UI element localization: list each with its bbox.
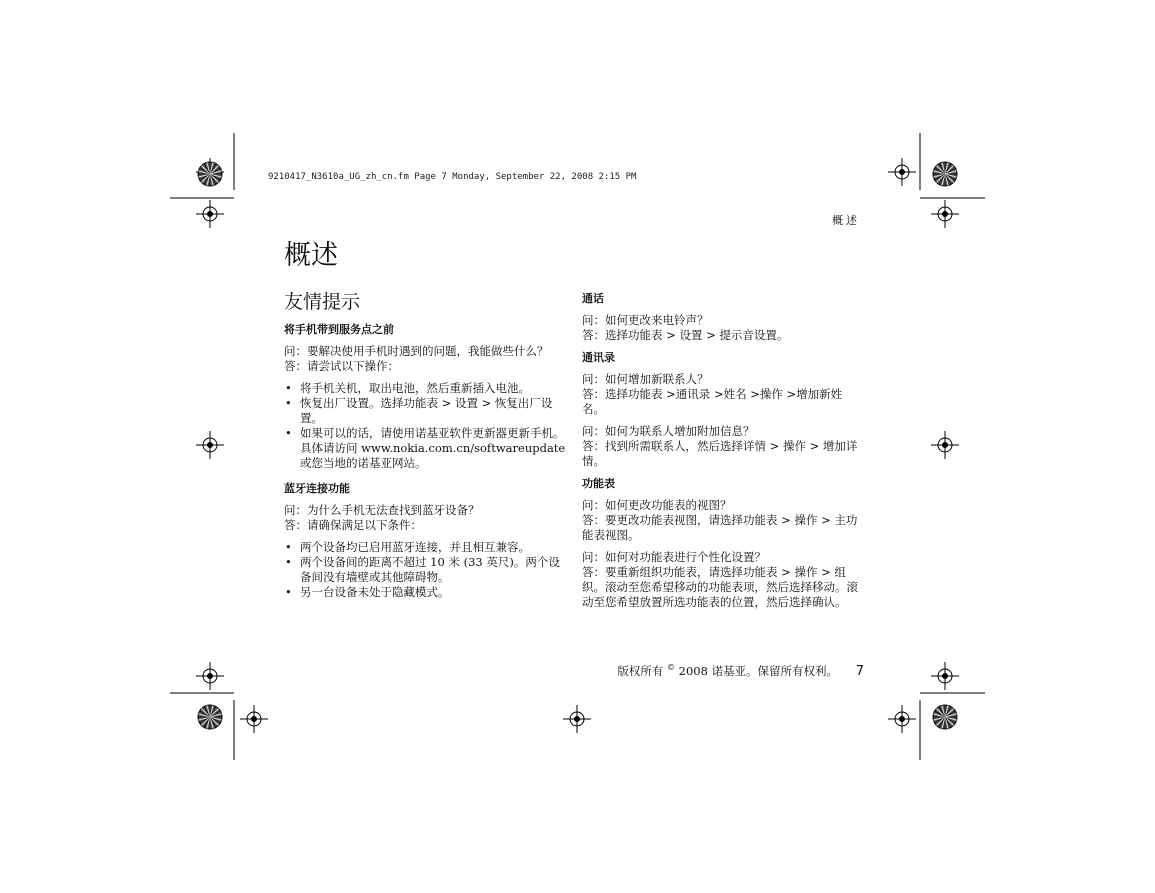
qa-menu-view xyxy=(582,498,864,543)
copyright-symbol: © xyxy=(666,663,675,673)
question: 问：要解决使用手机时遇到的问题，我能做些什么？ xyxy=(284,344,549,358)
crosshair-mark xyxy=(563,705,591,733)
menu-path: 功能表 >通讯录 >姓名 >操作 >增加新姓名 xyxy=(582,387,843,416)
topic-title-bluetooth: 蓝牙连接功能 xyxy=(284,482,350,495)
answer: 答：找到所需联系人，然后选择详情 > 操作 > 增加详情。 xyxy=(582,439,858,468)
answer: 答：选择功能表 >通讯录 >姓名 >操作 >增加新姓名。 xyxy=(582,387,843,416)
question: 问：如何更改功能表的视图？ xyxy=(582,498,732,512)
menu-path: 详情 > 操作 > 增加详情 xyxy=(582,439,858,468)
menu-path: 确认 xyxy=(812,595,835,609)
topic-title-service: 将手机带到服务点之前 xyxy=(284,323,394,336)
qa-service xyxy=(284,344,566,374)
starburst-mark xyxy=(198,705,222,729)
right-column xyxy=(582,291,864,617)
print-header: 9210417_N3610a_UG_zh_cn.fm Page 7 Monday, September 22, 2008 2:15 PM xyxy=(268,172,637,182)
list-item: • 另一台设备未处于隐藏模式。 xyxy=(284,585,566,600)
copyright-text: 2008 诺基亚。保留所有权利。 xyxy=(678,664,839,678)
menu-path: 功能表 > 操作 > 主功能表视图 xyxy=(582,513,858,542)
crosshair-mark xyxy=(931,662,959,690)
bullet-list-bluetooth xyxy=(284,540,566,600)
running-head: 概述 xyxy=(832,214,860,227)
left-column xyxy=(284,290,566,610)
question: 问：如何对功能表进行个性化设置？ xyxy=(582,550,766,564)
copyright-label: 版权所有 xyxy=(617,664,664,678)
topic-title-contacts: 通讯录 xyxy=(582,351,615,364)
qa-menu-organize xyxy=(582,550,864,610)
crosshair-mark xyxy=(240,705,268,733)
crosshair-mark xyxy=(196,431,224,459)
starburst-mark xyxy=(933,705,957,729)
answer: 答：请尝试以下操作： xyxy=(284,359,399,373)
qa-bluetooth xyxy=(284,503,566,533)
question: 问：为什么手机无法查找到蓝牙设备？ xyxy=(284,503,480,517)
page-footer xyxy=(560,663,864,679)
section-title: 友情提示 xyxy=(284,291,361,313)
crosshair-mark xyxy=(196,662,224,690)
bullet-list-service xyxy=(284,381,566,471)
starburst-mark xyxy=(198,162,222,186)
answer: 答：要重新组织功能表，请选择功能表 > 操作 > 组织。滚动至您希望移动的功能表项，然后选择移动。滚动至您希望放置所选功能表的位置，然后选择确认。 xyxy=(582,565,858,609)
question: 问：如何增加新联系人？ xyxy=(582,372,709,386)
menu-path: 功能表 > 设置 > 提示音设置 xyxy=(628,328,777,342)
starburst-mark xyxy=(933,162,957,186)
answer: 答：要更改功能表视图，请选择功能表 > 操作 > 主功能表视图。 xyxy=(582,513,858,542)
question: 问：如何更改来电铃声？ xyxy=(582,313,709,327)
list-item: • 将手机关机，取出电池，然后重新插入电池。 xyxy=(284,381,566,396)
list-item: • 恢复出厂设置。选择功能表 > 设置 > 恢复出厂设置。 xyxy=(284,396,566,426)
crosshair-mark xyxy=(931,200,959,228)
menu-path: 功能表 > 设置 > 恢复出厂设置 xyxy=(300,396,553,425)
topic-title-calls: 通话 xyxy=(582,292,604,305)
page-number: 7 xyxy=(855,664,864,679)
answer: 答：请确保满足以下条件： xyxy=(284,518,422,532)
crosshair-mark xyxy=(931,431,959,459)
menu-path: 功能表 > 操作 > 组织 xyxy=(582,565,846,594)
crosshair-mark xyxy=(888,705,916,733)
qa-add-details xyxy=(582,424,864,469)
qa-add-contact xyxy=(582,372,864,417)
crosshair-mark xyxy=(888,158,916,186)
chapter-title: 概述 xyxy=(284,240,338,271)
list-item: • 两个设备间的距离不超过 10 米 (33 英尺)。两个设备间没有墙壁或其他障碍物。 xyxy=(284,555,566,585)
list-item: • 如果可以的话，请使用诺基亚软件更新器更新手机。具体请访问 www.nokia.com.cn/softwareupdate 或您当地的诺基亚网站。 xyxy=(284,426,566,471)
answer: 答：选择功能表 > 设置 > 提示音设置。 xyxy=(582,328,789,342)
qa-ringtone xyxy=(582,313,864,343)
topic-title-menu: 功能表 xyxy=(582,477,615,490)
list-item: • 两个设备均已启用蓝牙连接，并且相互兼容。 xyxy=(284,540,566,555)
crosshair-mark xyxy=(196,200,224,228)
menu-path: 移动 xyxy=(812,580,835,594)
question: 问：如何为联系人增加附加信息？ xyxy=(582,424,755,438)
